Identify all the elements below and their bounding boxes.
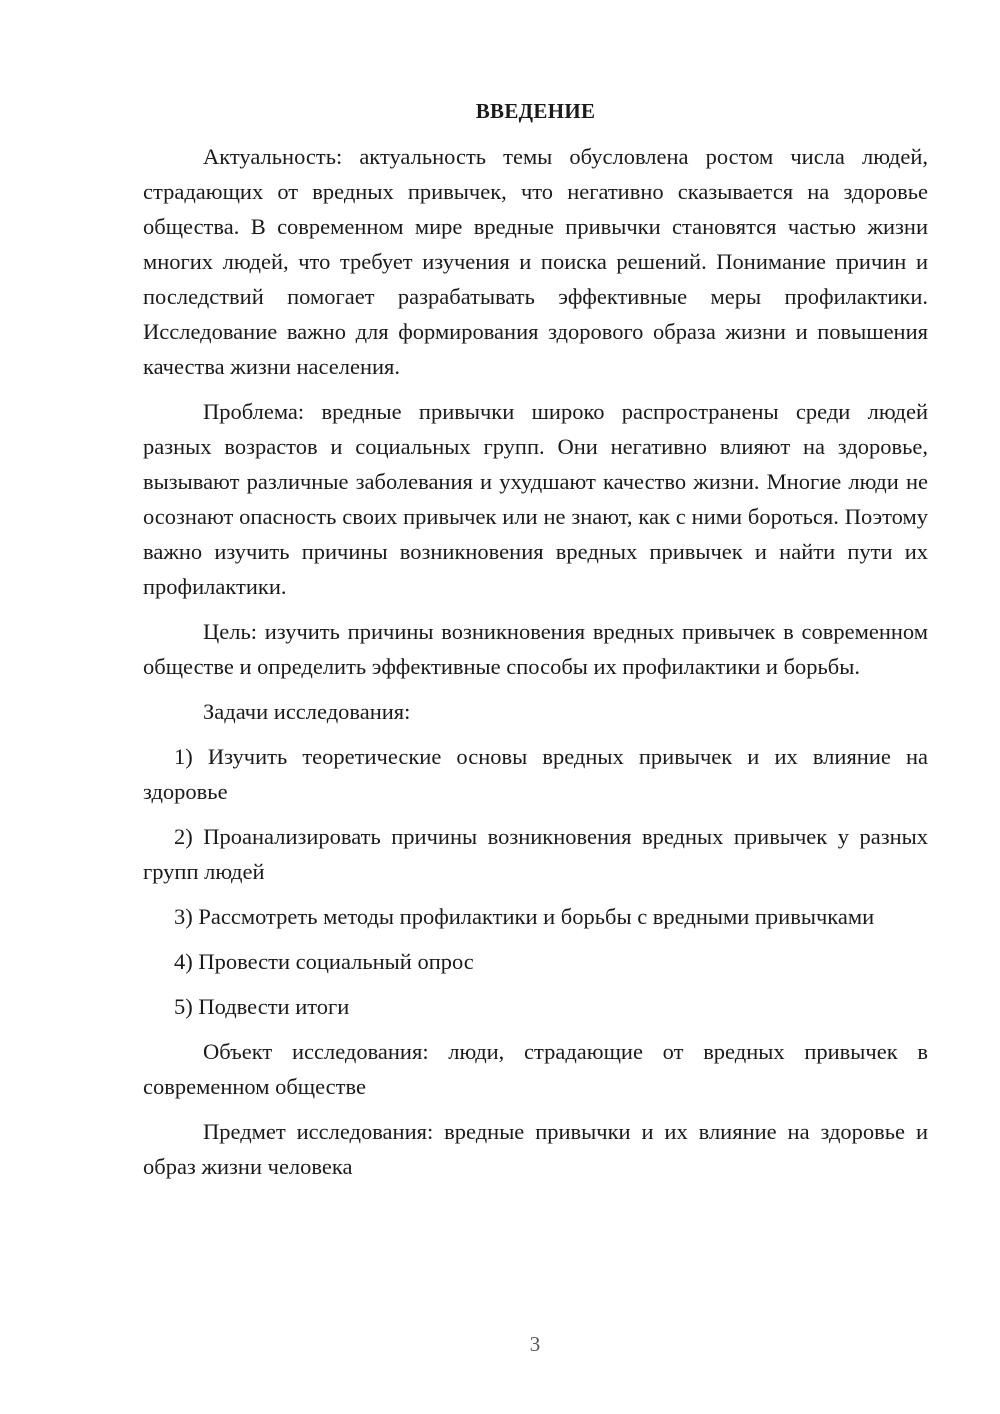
task-item: 4) Провести социальный опрос [174, 949, 474, 974]
paragraph-object: Объект исследования: люди, страдающие от вредных привычек в современном обществе [143, 1039, 928, 1099]
page-number: 3 [529, 1332, 541, 1356]
paragraph-goal: Цель: изучить причины возникновения вредных привычек в современном обществе и определить эффективные способы их профилактики и борьбы. [143, 619, 928, 679]
section-title: ВВЕДЕНИЕ [475, 99, 596, 123]
tasks-heading: Задачи исследования: [203, 699, 411, 724]
task-item: 2) Проанализировать причины возникновения вредных привычек у разных групп людей [143, 824, 928, 884]
task-item: 1) Изучить теоретические основы вредных привычек и их влияние на здоровье [143, 744, 928, 804]
task-item: 3) Рассмотреть методы профилактики и борьбы с вредными привычками [174, 904, 875, 929]
task-item: 5) Подвести итоги [174, 994, 350, 1019]
paragraph-subject: Предмет исследования: вредные привычки и их влияние на здоровье и образ жизни человека [143, 1119, 928, 1179]
paragraph-relevance: Актуальность: актуальность темы обусловлена ростом числа людей, страдающих от вредных привычек, что негативно сказывается на здоровье общества. В современном мире вредные привычки становятся частью жизни многих людей, что требует изучения и поиска решений. Понимание причин и последствий помогает разрабатывать эффективные меры профилактики. Исследование важно для формирования здорового образа жизни и повышения качества жизни населения. [143, 144, 928, 379]
document-body [143, 94, 928, 1194]
paragraph-problem: Проблема: вредные привычки широко распространены среди людей разных возрастов и социальных групп. Они негативно влияют на здоровье, вызывают различные заболевания и ухудшают качество жизни. Многие люди не осознают опасность своих привычек или не знают, как с ними бороться. Поэтому важно изучить причины возникновения вредных привычек и найти пути их профилактики. [143, 399, 928, 599]
